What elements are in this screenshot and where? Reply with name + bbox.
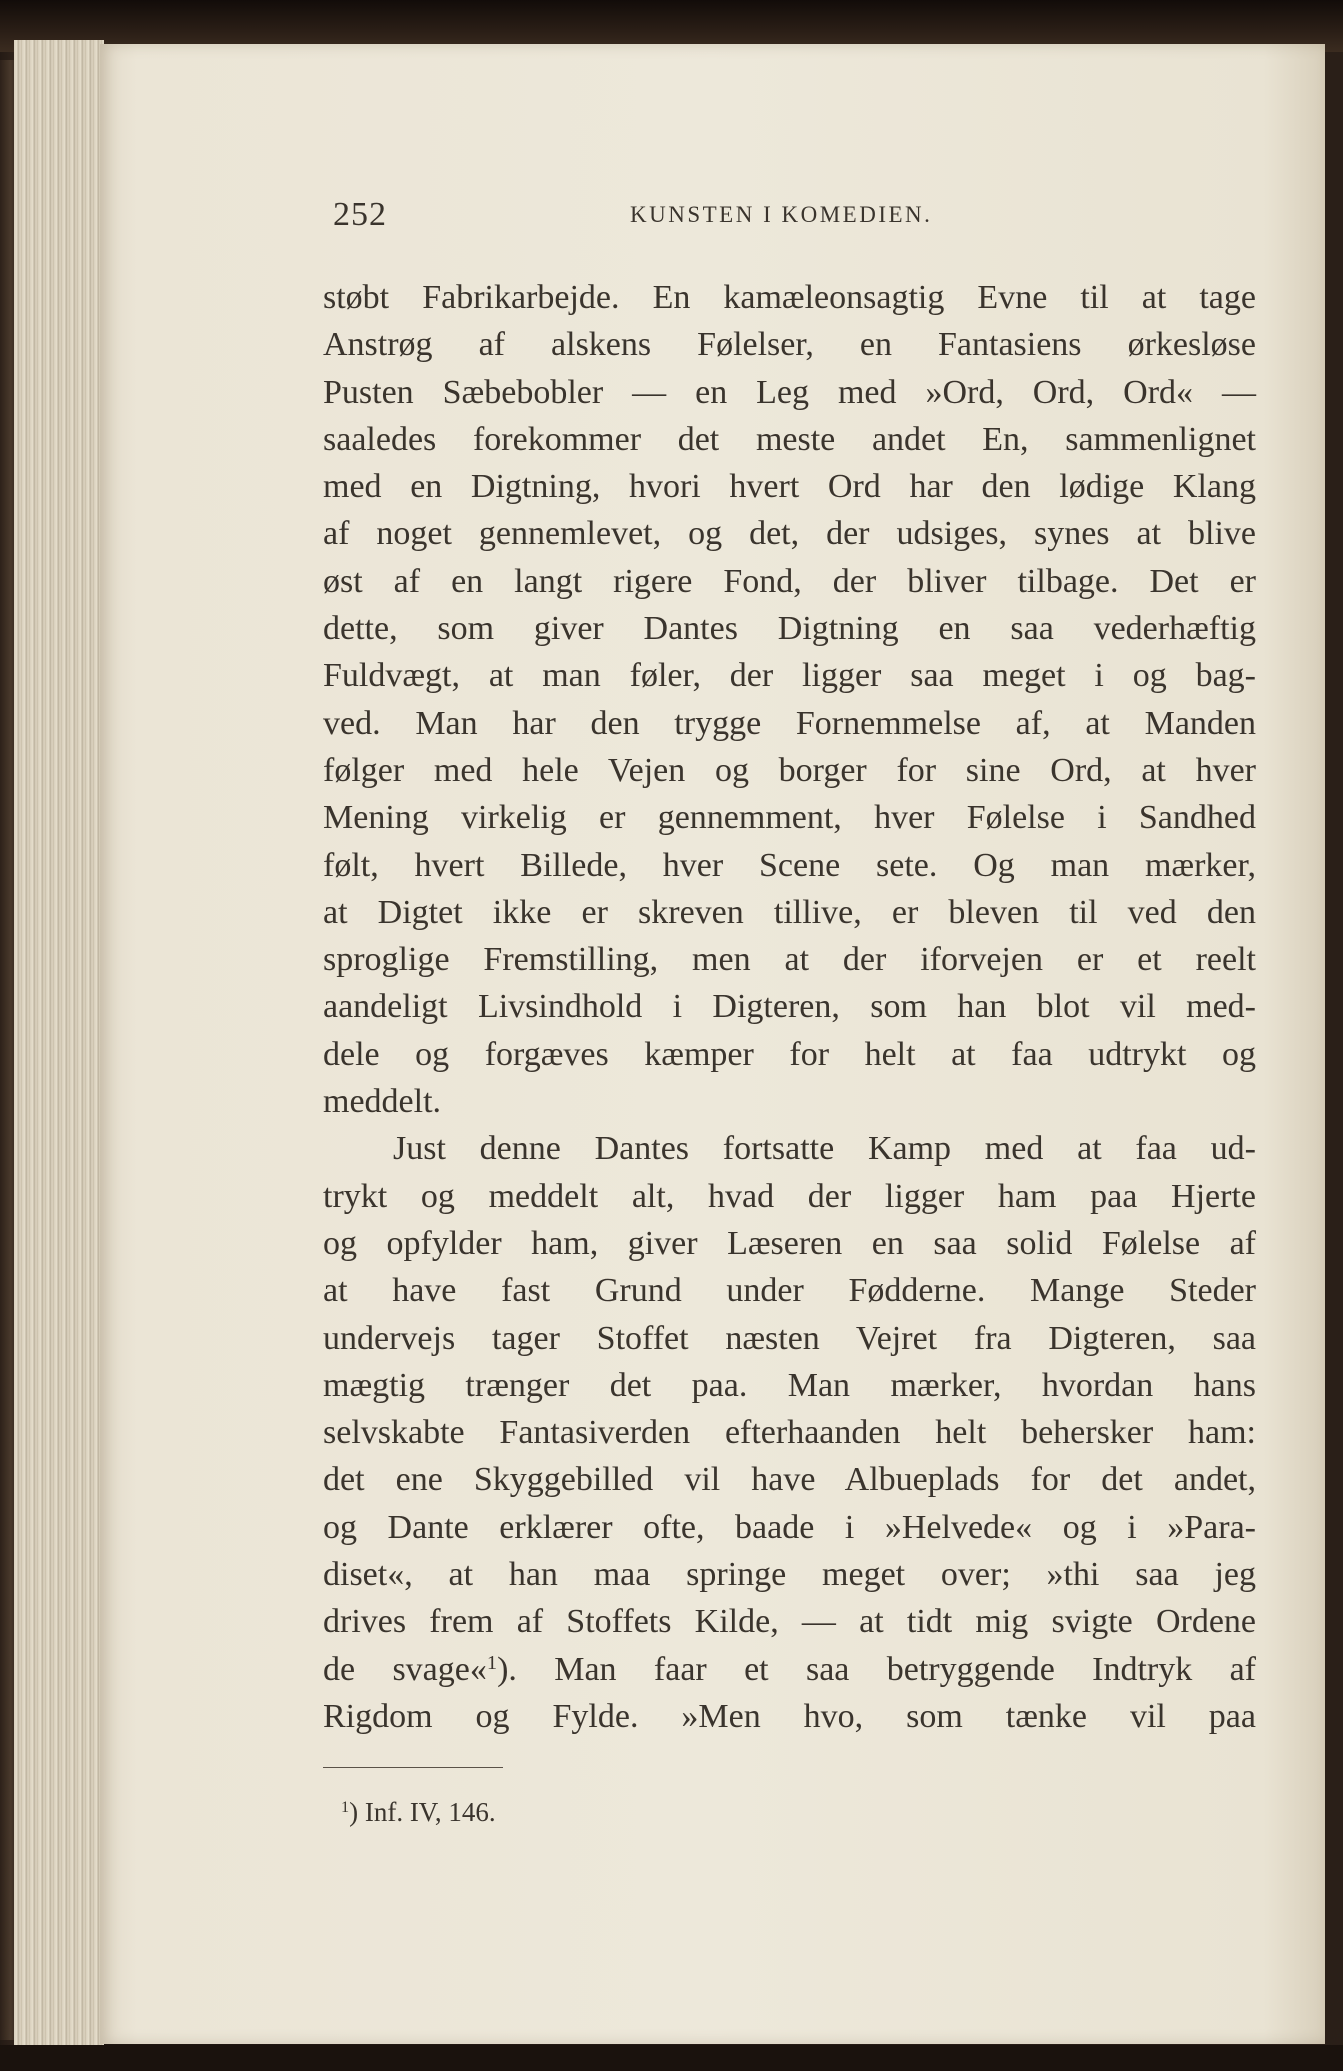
body-text [323,274,1256,1740]
text-line: diset«, at han maa springe meget over; »thi saa jeg [323,1556,1256,1594]
page-stack-edge [14,40,104,2045]
text-line: dele og forgæves kæmper for helt at faa udtrykt og [323,1035,1256,1073]
text-line: Anstrøg af alskens Følelser, en Fantasiens ørkesløse [323,326,1256,364]
footnote [341,1797,496,1828]
text-line: undervejs tager Stoffet næsten Vejret fra Digteren, saa [323,1319,1256,1357]
text-line: Pusten Sæbebobler — en Leg med »Ord, Ord, Ord« — [323,373,1256,411]
line-end: ). Man faar et saa betryggende Indtryk af [497,1650,1256,1688]
text-line: følger med hele Vejen og borger for sine Ord, at hver [323,751,1256,789]
text-line: Mening virkelig er gennemment, hver Følelse i Sandhed [323,799,1256,837]
text-line: Just denne Dantes fortsatte Kamp med at faa ud- [393,1130,1256,1168]
line-start: de svage« [323,1650,487,1688]
text-line: saaledes forekommer det meste andet En, sammenlignet [323,420,1256,458]
text-line: Rigdom og Fylde. »Men hvo, som tænke vil paa [323,1697,1256,1735]
text-line-with-footnote-ref [323,1646,1256,1693]
text-line: at Digtet ikke er skreven tillive, er bleven til ved den [323,893,1256,931]
book-bottom-edge [0,2045,1343,2071]
footnote-text: ) Inf. IV, 146. [349,1797,496,1827]
text-line: støbt Fabrikarbejde. En kamæleonsagtig Evne til at tage [323,279,1256,316]
page-header [333,196,1253,236]
text-line: det ene Skyggebilled vil have Albueplads for det andet, [323,1461,1256,1499]
text-line: aandeligt Livsindhold i Digteren, som han blot vil med- [323,988,1256,1026]
text-line: Fuldvægt, at man føler, der ligger saa meget i og bag- [323,657,1256,695]
text-line: trykt og meddelt alt, hvad der ligger ham paa Hjerte [323,1177,1256,1215]
text-line: mægtig trænger det paa. Man mærker, hvordan hans [323,1366,1256,1404]
text-line: dette, som giver Dantes Digtning en saa vederhæftig [323,610,1256,648]
text-line: og Dante erklærer ofte, baade i »Helvede« og i »Para- [323,1508,1256,1546]
footnote-mark: 1 [341,1798,350,1817]
text-line: drives frem af Stoffets Kilde, — at tidt mig svigte Ordene [323,1603,1256,1641]
running-title: KUNSTEN I KOMEDIEN. [630,202,933,227]
text-line: meddelt. [323,1083,442,1121]
text-line: med en Digtning, hvori hvert Ord har den lødige Klang [323,468,1256,506]
text-line: følt, hvert Billede, hver Scene sete. Og man mærker, [323,846,1256,884]
text-line: og opfylder ham, giver Læseren en saa solid Følelse af [323,1224,1256,1262]
text-line: øst af en langt rigere Fond, der bliver tilbage. Det er [323,562,1256,600]
text-line: sproglige Fremstilling, men at der iforvejen er et reelt [323,941,1256,979]
text-line: ved. Man har den trygge Fornemmelse af, at Manden [323,704,1256,742]
page-number: 252 [333,196,387,233]
text-line: selvskabte Fantasiverden efterhaanden helt behersker ham: [323,1414,1256,1452]
text-line: at have fast Grund under Fødderne. Mange Steder [323,1272,1256,1310]
footnote-divider [323,1767,503,1768]
footnote-reference: 1 [486,1651,498,1674]
text-line: af noget gennemlevet, og det, der udsiges, synes at blive [323,515,1256,553]
